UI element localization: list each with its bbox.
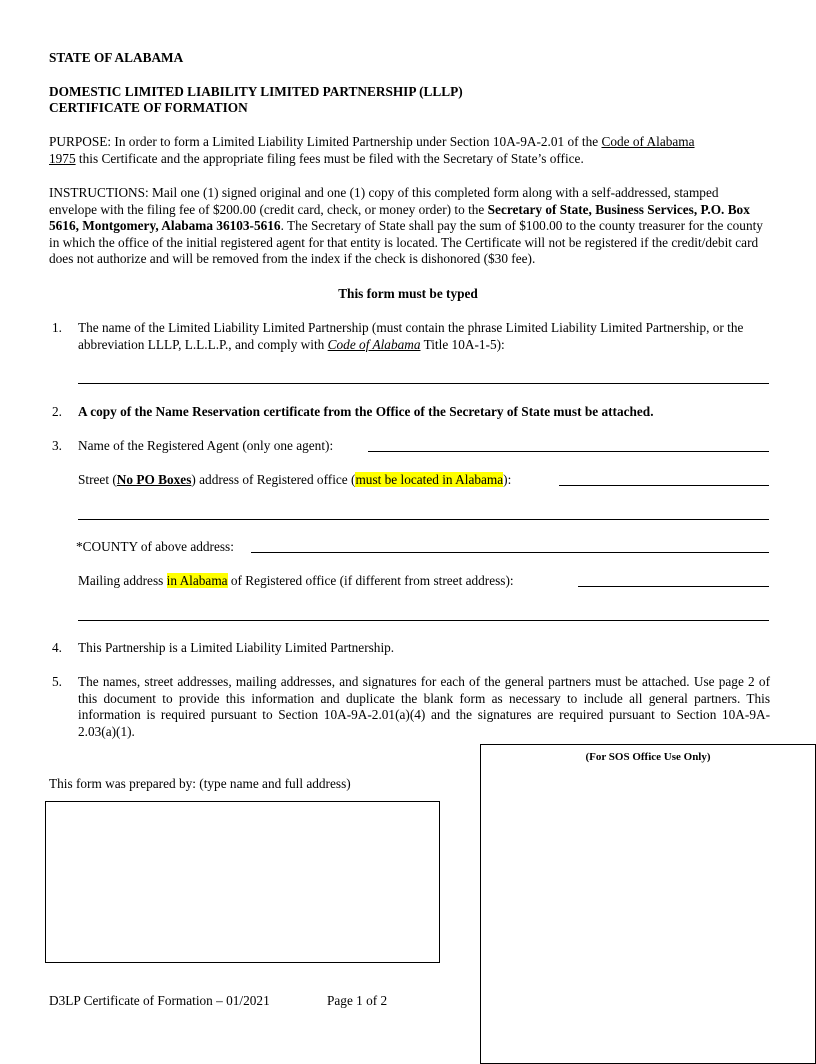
item-5-text: The names, street addresses, mailing addresses, and signatures for each of the general partners must be attached. Use page 2 of this document to provide this information and duplicate the blank form as necessary to include all general partners. This information is required pursuant to Section 10A-9A-2.01(a)(4) and the signatures are required pursuant to Section 10A-9A-2.03(a)(1). [78,674,770,739]
street-address-field[interactable] [559,485,769,486]
item-1-text: The name of the Limited Liability Limited Partnership (must contain the phrase Limited Liability Limited Partnership, or the abbreviation LLLP, L.L.L.P., and comply with Code of Alabama Title 10A-1-5): [78,320,744,352]
document-title-line1: DOMESTIC LIMITED LIABILITY LIMITED PARTNERSHIP (LLLP) [49,84,463,99]
partnership-name-field[interactable] [78,383,769,384]
county-label: *COUNTY of above address: [76,539,234,554]
document-title-line2: CERTIFICATE OF FORMATION [49,100,248,115]
mailing-address-field-line2[interactable] [78,620,769,621]
office-use-box [480,744,816,1064]
street-address-label: Street (No PO Boxes) address of Registered office (must be located in Alabama): [78,472,512,487]
item-number: 1. [52,320,62,335]
item-2-text: A copy of the Name Reservation certificate from the Office of the Secretary of State must be attached. [78,404,654,419]
mailing-address-label: Mailing address in Alabama of Registered office (if different from street address): [78,573,514,588]
registered-agent-field[interactable] [368,451,769,452]
instructions-paragraph: INSTRUCTIONS: Mail one (1) signed original and one (1) copy of this completed form along with a self-addressed, stamped envelope with the filing fee of $200.00 (credit card, check, or money order) to the Secretary of State, Business Services, P.O. Box 5616, Montgomery, Alabama 36103-5616. The Secretary of State shall pay the sum of $100.00 to the county treasurer for the county in which the office of the initial registered agent for that entity is located. The Certificate will not be registered if the credit/debit card does not authorize and will be removed from the index if the check is dishonored ($30 fee). [49,185,763,266]
code-of-alabama-ref: Code of Alabama [601,134,695,149]
mailing-address-bold: Secretary of State, Business Services, P.O. Box 5616, Montgomery, Alabama 36103-5616 [49,201,750,233]
item-number: 4. [52,640,62,655]
item-4-text: This Partnership is a Limited Liability Limited Partnership. [78,640,395,655]
street-address-field-line2[interactable] [78,519,769,520]
state-heading: STATE OF ALABAMA [49,50,184,65]
mailing-address-field[interactable] [578,586,769,587]
purpose-paragraph: PURPOSE: In order to form a Limited Liability Limited Partnership under Section 10A-9A-2.01 of the Code of Alabama 1975 this Certificate and the appropriate filing fees must be filed with the Secretary of State’s office. [49,134,695,166]
prepared-by-box[interactable] [45,801,440,963]
item-number: 5. [52,674,62,689]
typed-notice: This form must be typed [338,286,478,301]
item-number: 2. [52,404,62,419]
footer-page-number: Page 1 of 2 [327,993,388,1008]
footer-form-id: D3LP Certificate of Formation – 01/2021 [49,993,270,1008]
office-use-label: (For SOS Office Use Only) [585,751,711,763]
item-number: 3. [52,438,62,453]
county-field[interactable] [251,552,769,553]
prepared-by-label: This form was prepared by: (type name and full address) [49,776,351,791]
registered-agent-label: Name of the Registered Agent (only one agent): [78,438,334,453]
